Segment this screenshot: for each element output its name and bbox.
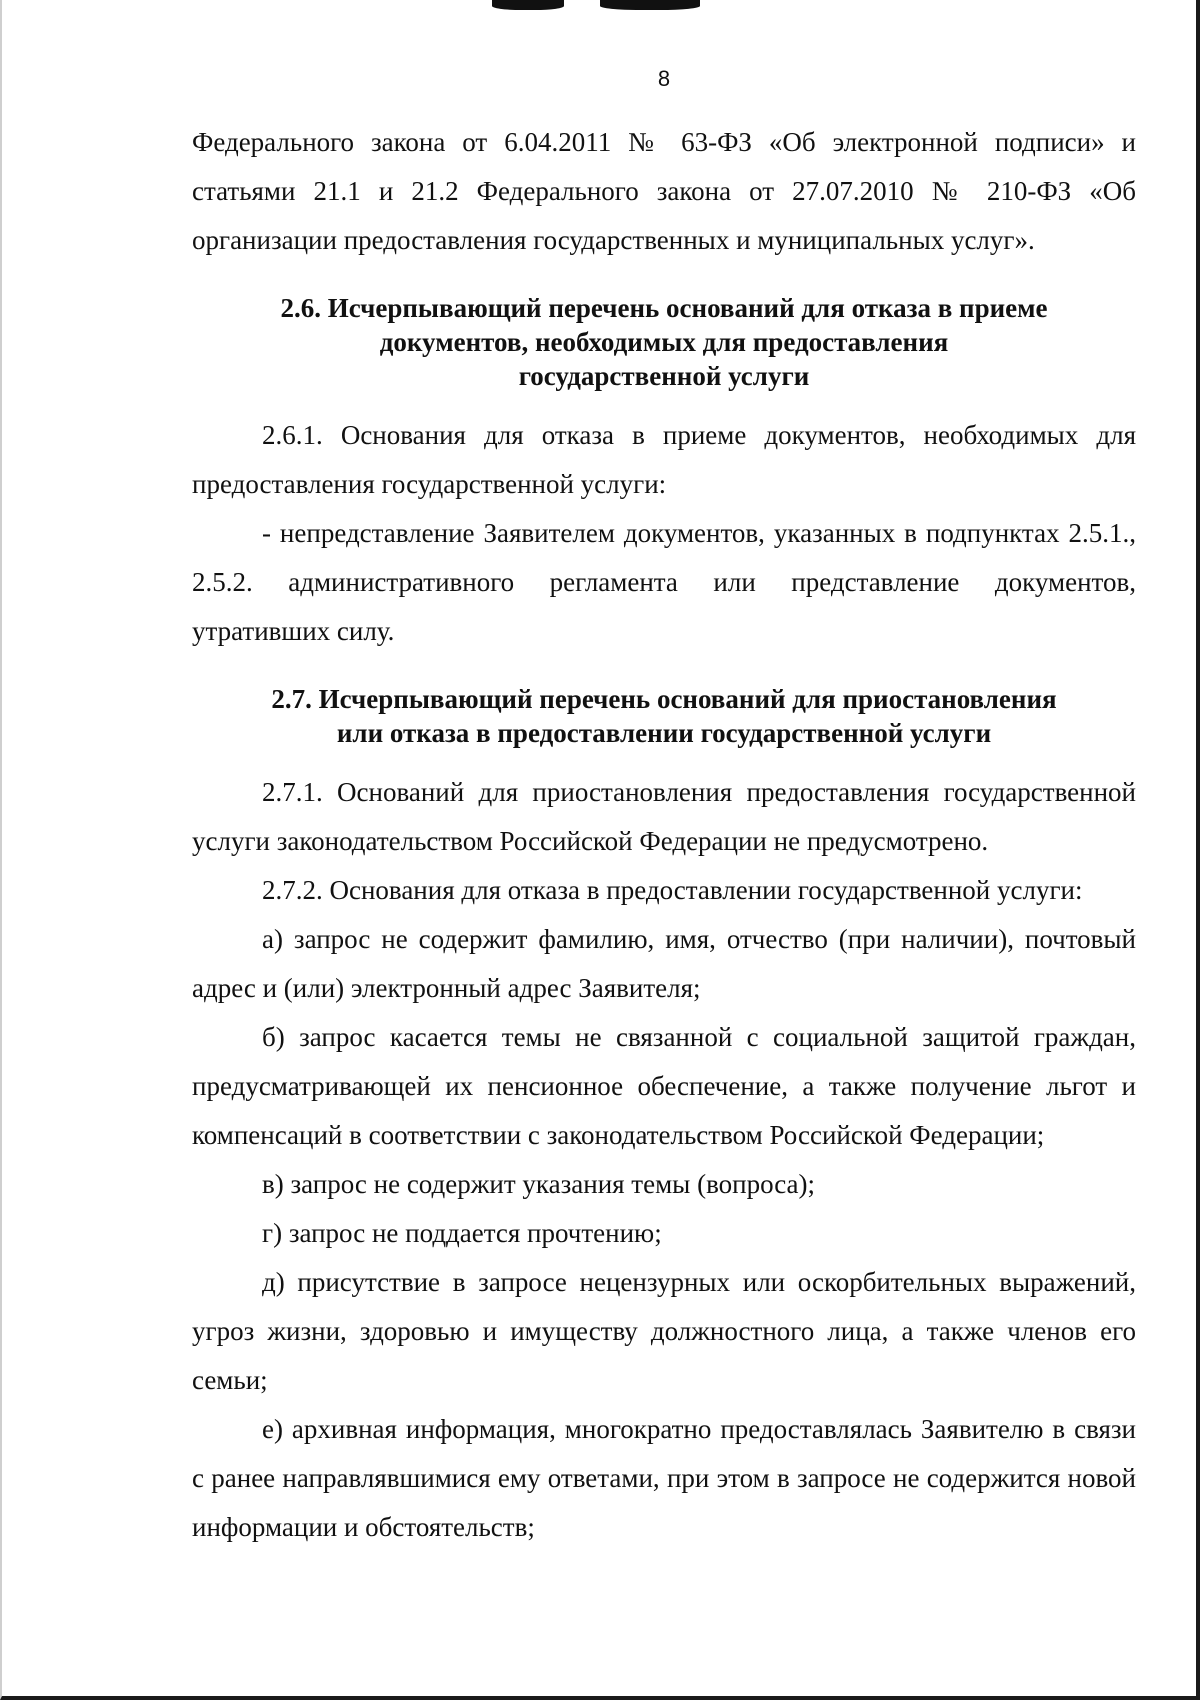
heading-line: государственной услуги <box>518 361 810 391</box>
heading-line: 2.6. Исчерпывающий перечень оснований для отказа в приеме <box>280 293 1048 323</box>
section-heading-2-6 <box>192 291 1136 393</box>
list-item-v: в) запрос не содержит указания темы (вопроса); <box>262 1169 816 1199</box>
scan-artifact <box>492 0 564 10</box>
heading-line: документов, необходимых для предоставления <box>379 327 949 357</box>
document-page <box>192 66 1136 1552</box>
paragraph-2-7-1: 2.7.1. Оснований для приостановления предоставления государственной услуги законодательством Российской Федерации не предусмотрено. <box>192 777 1136 856</box>
page-number: 8 <box>657 66 671 91</box>
list-item-b: б) запрос касается темы не связанной с социальной защитой граждан, предусматривающей их пенсионное обеспечение, а также получение льгот и компенсаций в соответствии с законодательством Российской Федерации; <box>192 1022 1136 1150</box>
list-item-g: г) запрос не поддается прочтению; <box>262 1218 662 1248</box>
list-item-a: а) запрос не содержит фамилию, имя, отчество (при наличии), почтовый адрес и (или) электронный адрес Заявителя; <box>192 924 1136 1003</box>
scan-artifact <box>600 0 700 10</box>
heading-line: или отказа в предоставлении государственной услуги <box>336 718 992 748</box>
section-heading-2-7 <box>192 682 1136 750</box>
paragraph-2-6-1-item: - непредставление Заявителем документов, указанных в подпунктах 2.5.1., 2.5.2. административного регламента или представление документов, утративших силу. <box>192 518 1136 646</box>
intro-paragraph: Федерального закона от 6.04.2011 № 63-ФЗ «Об электронной подписи» и статьями 21.1 и 21.2 Федерального закона от 27.07.2010 № 210-ФЗ «Об организации предоставления государственных и муниципальных услуг». <box>192 127 1136 255</box>
paragraph-2-6-1: 2.6.1. Основания для отказа в приеме документов, необходимых для предоставления государственной услуги: <box>192 420 1136 499</box>
paragraph-2-7-2: 2.7.2. Основания для отказа в предоставлении государственной услуги: <box>262 875 1083 905</box>
list-item-d: д) присутствие в запросе нецензурных или оскорбительных выражений, угроз жизни, здоровью и имуществу должностного лица, а также членов его семьи; <box>192 1267 1136 1395</box>
list-item-e: е) архивная информация, многократно предоставлялась Заявителю в связи с ранее направлявшимися ему ответами, при этом в запросе не содержится новой информации и обстоятельств; <box>192 1414 1136 1542</box>
heading-line: 2.7. Исчерпывающий перечень оснований для приостановления <box>271 684 1057 714</box>
